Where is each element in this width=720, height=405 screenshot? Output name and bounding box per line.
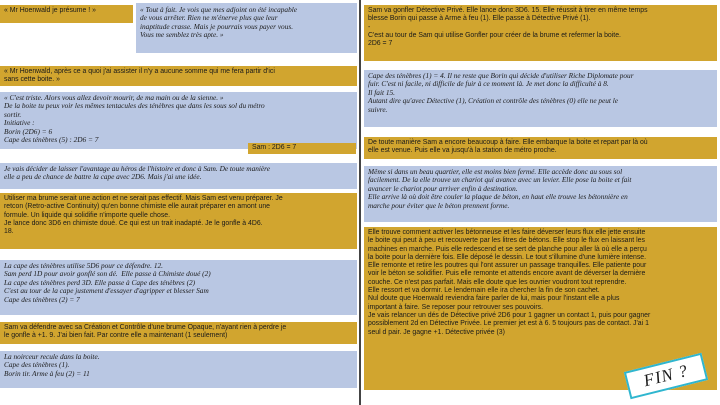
- text-line: le boite qui peut à peu et recouverte par les litres de bétons. Elle stop le flux en laissant les: [368, 237, 645, 245]
- text-line: important à faire. Se reposer pour retrouver ses pouvoirs.: [368, 303, 544, 311]
- text-line: suivre.: [368, 104, 388, 114]
- text-line: La cape des ténèbres perd 3D. Elle passe à Cape des ténèbres (2): [4, 277, 196, 287]
- text-line: Il fait 15.: [368, 87, 395, 97]
- text-line: Elle trouve comment activer les bétonneuse et les faire déverser leurs flux elle jette ensuite: [368, 229, 646, 236]
- text-line: « C'est triste. Alors vous allez devoir mourir, de ma main ou de la sienne. »: [4, 93, 224, 102]
- text-line: Cape des ténèbres (1).: [4, 360, 70, 370]
- text-line: C'est au tour de Sam qui utilise Gonfler pour créer de la brume et refermer la boite.: [368, 31, 621, 39]
- text-line: De toute manière Sam a encore beaucoup à faire. Elle embarque la boite et repart par là où: [368, 139, 648, 146]
- text-line: Même si dans un beau quartier, elle est moins bien fermé. Elle accède donc au sous sol: [368, 167, 623, 176]
- text-line: elle est venue. Puis elle va jusqu'à la station de métro proche.: [368, 147, 557, 155]
- text-line: couche. Ce n'est pas parfait. Mais elle doute que les ouvrier voudront tout reprendre.: [368, 278, 627, 286]
- text-line: Initiative :: [4, 118, 35, 128]
- text-line: la boite pour la dernière fois. Elle déposé le dessin. Le tout s'illumine d'une lumière intense.: [368, 253, 647, 261]
- text-line: « Tout à fait. Je vois que mes adjoint on été incapable: [140, 5, 297, 14]
- text-line: fuir. C'est ni facile, ni difficile de fuir à ce moment là. Je met donc la difficulté à 8.: [368, 79, 609, 89]
- text-line: Je vais décider de laisser l'avantage au héros de l'histoire et donc à Sam. De toute manière: [4, 164, 270, 173]
- text-line: retcon (Retro-active Continuity) qu'en bonne chimiste elle aurait préparer en amont une: [4, 203, 270, 211]
- quote-box-hoenwald-reply: [136, 3, 357, 53]
- text-line: sortir.: [4, 109, 22, 119]
- text-line: Elle arrive là où doit être couler la plaque de béton, en haut elle trouve les bétonnière en: [368, 192, 628, 202]
- text-line: La noirceur recule dans la boite.: [4, 352, 100, 361]
- text-line: 2D6 = 7: [368, 40, 393, 48]
- box-cape-defense: [0, 260, 357, 315]
- text-line: inaptitude crasse. Mais je pourrais vous payer vous.: [140, 21, 294, 31]
- box-sam-defense: [0, 322, 357, 344]
- text-line: Je lance donc 3D6 en chimiste doué. Ce qui est un trait inadapté. Je le gonfle à 4D6.: [4, 219, 263, 227]
- text-line: marche pour éviter que le béton prennent forme.: [368, 200, 510, 210]
- text-line: Autant dire qu'avec Détective (1), Création et contrôle des ténèbres (0) elle ne peut le: [368, 96, 619, 106]
- text-line: Sam va gonfler Détective Privé. Elle lance donc 3D6. 15. Elle réussit à tirer en même temps: [368, 7, 648, 14]
- text-line: Cape des ténèbres (2) = 7: [4, 294, 80, 304]
- text-line: Nul doute que Hoenwald reviendra faire parler de lui, mais pour l'instant elle a plus: [368, 295, 620, 303]
- text-line: De la boite tu peux voir les mêmes tentacules des ténèbres que dans les sous sol du métro: [4, 101, 265, 111]
- text-line: elle a peu de chance de battre la cape avec 2D6. Mais j'ai une idée.: [4, 172, 202, 182]
- text-line: Vous me semblez très apte. »: [140, 30, 224, 40]
- text-line: La cape des ténèbres utilise 5D6 pour ce défendre. 12.: [4, 261, 163, 270]
- box-narration-1: [0, 66, 357, 86]
- text-line: 18.: [4, 228, 14, 236]
- text-line: Je vais relancer un dés de Détective privé 2D6 pour 1 gagner un contact 1, puis pour gagner: [368, 311, 651, 319]
- text-line: formule. Un liquide qui solidifie n'importe quelle chose.: [4, 211, 171, 219]
- box-sam-leaves: [364, 137, 717, 159]
- text-line: Borin (2D6) = 6: [4, 126, 53, 136]
- text-line: sans cette boite. »: [4, 76, 60, 84]
- box-sam-inflates: [364, 5, 717, 61]
- badge-sam-roll: Sam : 2D6 = 7: [248, 143, 356, 154]
- text-line: Borin tir. Arme à feu (2) = 11: [4, 368, 90, 378]
- text-line: -: [368, 23, 371, 31]
- box-decision: [0, 163, 357, 189]
- text-line: Cape des ténèbres (5) : 2D6 = 7: [4, 135, 99, 145]
- text-line: Sam perd 1D pour avoir gonflé son dé. Elle passe à Chimiste doué (2): [4, 269, 211, 279]
- text-line: le gonfle à +1. 9. J'ai bien fait. Par contre elle a maintenant (1 seulement): [4, 332, 228, 340]
- quote-box-hoenwald: « Mr Hoenwald je présume ! »: [0, 5, 133, 23]
- text-line: voir le béton se solidifier. Puis elle remonte et attends encore avant de déverser la dernière: [368, 270, 646, 278]
- fin-stamp: FIN ?: [624, 353, 708, 400]
- box-darkness-recedes: [0, 351, 357, 388]
- box-initiative: [0, 92, 357, 149]
- text-line: possiblement 2d en Détective Privée. Le premier jet est à 6. 5 toujours pas de contact. J'ai 1: [368, 320, 649, 328]
- text-line: facilement. De la elle trouve un chariot qui avance avec un levier. Elle pose la boite et fait: [368, 175, 632, 185]
- text-line: Elle ressort et va dormir. Le lendemain elle ira chercher la fin de son cachet.: [368, 287, 600, 295]
- box-borin-flees: [364, 70, 717, 127]
- box-retcon: [0, 193, 357, 249]
- text-line: Cape des ténèbres (1) = 4. Il ne reste que Borin qui décide d'utiliser Riche Diplomate pour: [368, 71, 634, 80]
- text-line: de vous arrêter. Rien ne m'énerve plus que leur: [140, 13, 278, 23]
- box-metro-basement: [364, 166, 717, 222]
- column-divider: [359, 0, 361, 405]
- text-line: Elle remonte et retire les poutres qui l'ont assurer un passage tranquilles. Elle patiente pour: [368, 262, 647, 270]
- text-line: blesse Borin qui passe à Arme à feu (1). Elle passe à Détective Privé (1).: [368, 15, 591, 23]
- text-line: avancer le chariot pour arriver enfin à destination.: [368, 183, 518, 193]
- text-line: « Mr Hoenwald, après ce a quoi j'ai assister il n'y a aucune somme qui me fera partir d'ici: [4, 68, 275, 75]
- text-line: Sam va défendre avec sa Création et Contrôle d'une brume Opaque, n'ayant rien à perdre je: [4, 324, 287, 331]
- text-line: seul d pair. Je gagne +1. Détective privée (3): [368, 328, 505, 336]
- text-line: machines en marche. Puis elle redescend et se sert de planche pour aller là où elle a perçu: [368, 245, 647, 253]
- text-line: C'est au tour de la cape justement d'essayer d'agripper et blesser Sam: [4, 286, 209, 296]
- text-line: Utiliser ma brume serait une action et ne serait pas effectif. Mais Sam est venu préparer. Je: [4, 195, 283, 202]
